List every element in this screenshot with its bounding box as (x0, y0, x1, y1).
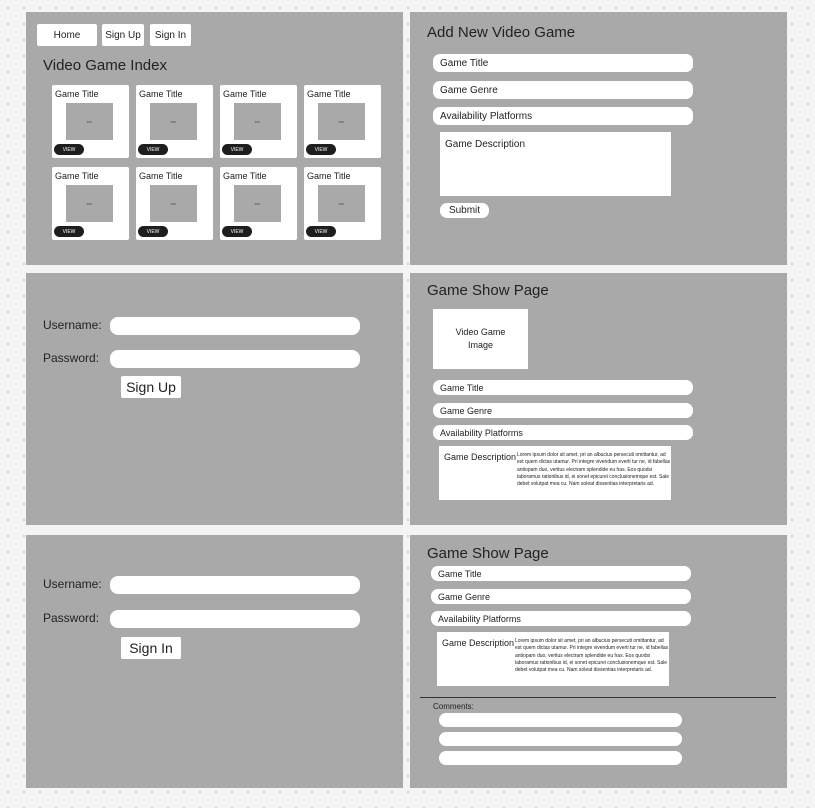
card-image: IMG (234, 103, 281, 140)
description-text: Lorem ipsum dolor sit amet, pri an albucius persecuti omittantur, ad est quem dictas utamur. Pri integre vivendum everti tur ne, id fabellas antiopam duo, veritus electram splendide eu has. Eos quodsi laboramus rationibus id, ei sonet epicurei conclusionemque est. Sale debet volutpat mea cu. Nam soleat dissentias interpretaris ad. (517, 452, 671, 488)
view-button[interactable]: VIEW (306, 144, 336, 155)
card-image: IMG (150, 185, 197, 222)
card-title: Game Title (55, 89, 99, 99)
card-image: IMG (66, 185, 113, 222)
show-platforms: Availability Platforms (433, 425, 693, 440)
game-card (136, 85, 213, 158)
game-card (220, 167, 297, 240)
signup-panel (26, 273, 403, 525)
signin-panel (26, 535, 403, 788)
comments-label: Comments: (433, 702, 474, 711)
game-card (304, 167, 381, 240)
username-label: Username: (43, 318, 102, 332)
home-button[interactable]: Home (37, 24, 97, 46)
card-title: Game Title (139, 89, 183, 99)
username-input[interactable] (110, 576, 360, 594)
page-title: Video Game Index (43, 57, 167, 74)
card-image: IMG (234, 185, 281, 222)
signup-button[interactable]: Sign Up (121, 376, 181, 398)
description-placeholder: Game Description (445, 139, 526, 150)
username-input[interactable] (110, 317, 360, 335)
show-game-title: Game Title (433, 380, 693, 395)
game-card (52, 85, 129, 158)
card-image: IMG (318, 103, 365, 140)
show-game-genre: Game Genre (433, 403, 693, 418)
signin-button[interactable]: Sign In (121, 637, 181, 659)
card-title: Game Title (307, 171, 351, 181)
description-label: Game Description (444, 452, 517, 462)
card-title: Game Title (223, 171, 267, 181)
comment-input-1[interactable] (439, 713, 682, 727)
view-button[interactable]: VIEW (306, 226, 336, 237)
view-button[interactable]: VIEW (222, 226, 252, 237)
game-card (52, 167, 129, 240)
card-title: Game Title (139, 171, 183, 181)
game-card (136, 167, 213, 240)
show-title: Game Show Page (427, 545, 549, 562)
description-text: Lorem ipsum dolor sit amet, pri an albucius persecuti omittantur, ad est quem dictas utamur. Pri integre vivendum everti tur ne, id fabellas antiopam duo, veritus electram splendide eu has. Eos quodsi laboramus rationibus id, ei sonet epicurei conclusionemque est. Sale debet volutpat mea cu. Nam soleat dissentias interpretaris ad. (515, 638, 669, 674)
show-game-title: Game Title (431, 566, 691, 581)
view-button[interactable]: VIEW (138, 144, 168, 155)
show-description (439, 446, 671, 500)
card-title: Game Title (307, 89, 351, 99)
view-button[interactable]: VIEW (54, 144, 84, 155)
card-image: IMG (318, 185, 365, 222)
username-label: Username: (43, 577, 102, 591)
description-label: Game Description (442, 638, 515, 648)
divider (420, 697, 776, 698)
platforms-field[interactable]: Availability Platforms (433, 107, 693, 125)
signin-nav-button[interactable]: Sign In (150, 24, 191, 46)
view-button[interactable]: VIEW (54, 226, 84, 237)
game-card (304, 85, 381, 158)
game-image: Video Game Image (433, 309, 528, 369)
card-image: IMG (150, 103, 197, 140)
password-input[interactable] (110, 610, 360, 628)
show-title: Game Show Page (427, 282, 549, 299)
comment-input-2[interactable] (439, 732, 682, 746)
view-button[interactable]: VIEW (222, 144, 252, 155)
password-label: Password: (43, 611, 100, 625)
view-button[interactable]: VIEW (138, 226, 168, 237)
card-title: Game Title (55, 171, 99, 181)
show-description (437, 632, 669, 686)
password-input[interactable] (110, 350, 360, 368)
add-title: Add New Video Game (427, 24, 576, 41)
game-genre-field[interactable]: Game Genre (433, 81, 693, 99)
signup-nav-button[interactable]: Sign Up (102, 24, 144, 46)
submit-button[interactable]: Submit (440, 203, 489, 218)
password-label: Password: (43, 351, 100, 365)
comment-input-3[interactable] (439, 751, 682, 765)
game-title-field[interactable]: Game Title (433, 54, 693, 72)
show-platforms: Availability Platforms (431, 611, 691, 626)
game-card (220, 85, 297, 158)
description-field[interactable] (440, 132, 671, 196)
card-image: IMG (66, 103, 113, 140)
card-title: Game Title (223, 89, 267, 99)
show-game-genre: Game Genre (431, 589, 691, 604)
